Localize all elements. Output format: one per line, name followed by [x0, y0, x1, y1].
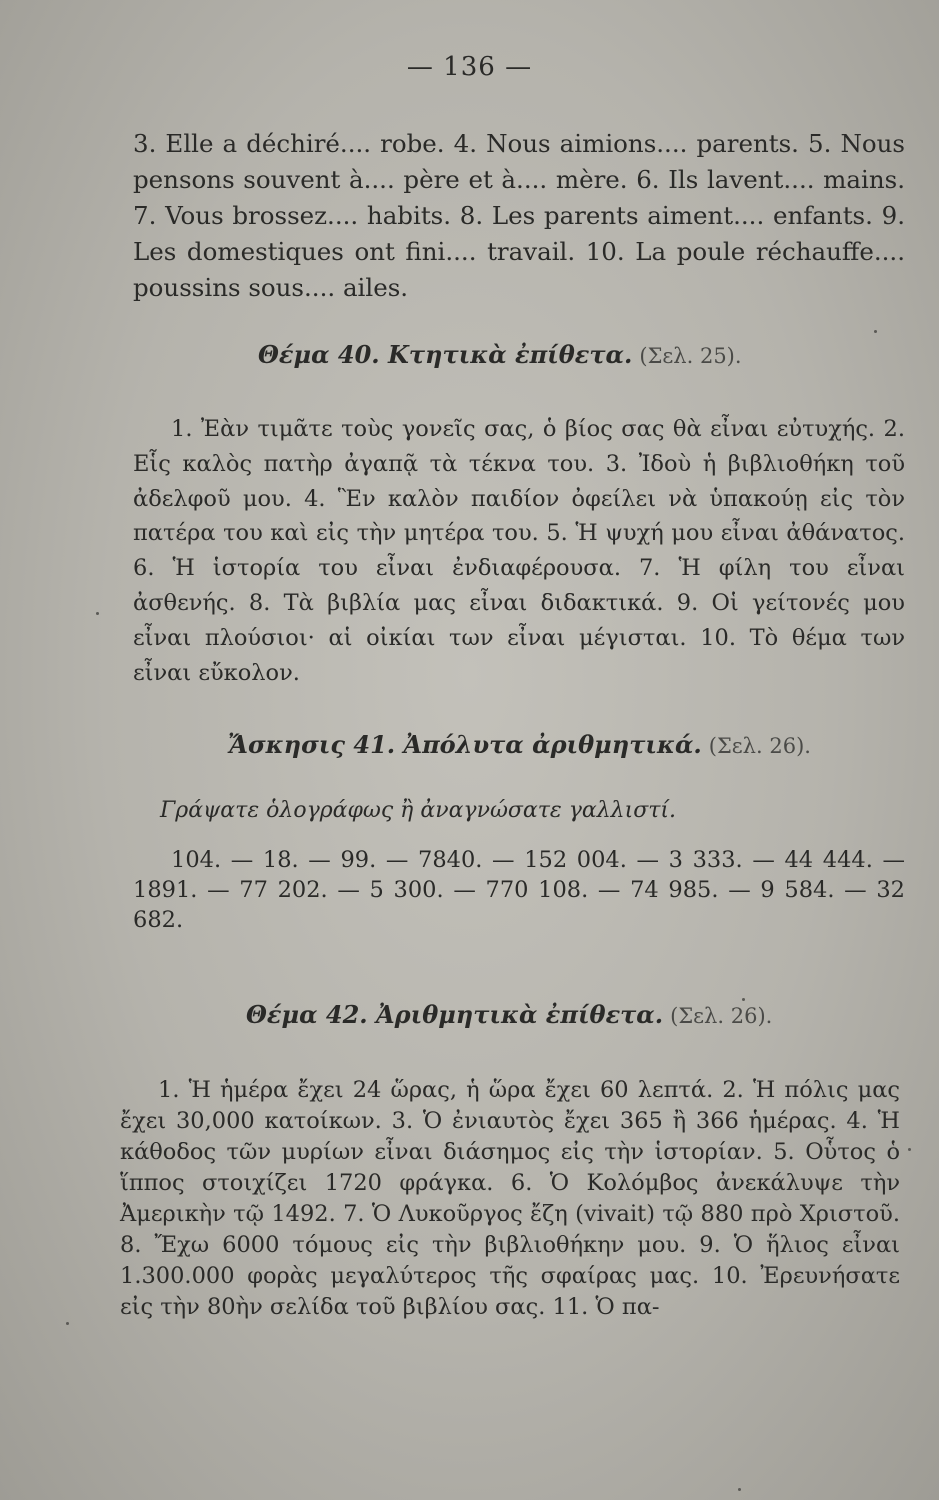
theme-40-sentences: 1. Ἐὰν τιμᾶτε τοὺς γονεῖς σας, ὁ βίος σας θὰ εἶναι εὐτυχής. 2. Εἷς καλὸς πατὴρ ἀγαπᾷ τὰ τέκνα του. 3. Ἰδοὺ ἡ βιβλιοθήκη τοῦ ἀδελφοῦ μου. 4. Ἓν καλὸν παιδίον ὀφείλει νὰ ὑπακούῃ εἰς τὸν πατέρα του καὶ εἰς τὴν μητέρα του. 5. Ἡ ψυχή μου εἶναι ἀθάνατος. 6. Ἡ ἱστορία του εἶναι ἐνδιαφέρουσα. 7. Ἡ φίλη του εἶναι ἀσθενής. 8. Τὰ βιβλία μας εἶναι διδακτικά. 9. Οἱ γείτονές μου εἶναι πλούσιοι· αἱ οἰκίαι των εἶναι μέγισται. 10. Τὸ θέμα των εἶναι εὔκολον. [133, 416, 905, 686]
paper-speck [96, 612, 99, 615]
theme-40-text [133, 412, 905, 690]
theme-40-title: Θέμα 40. Κτητικὰ ἐπίθετα. [258, 340, 633, 369]
exercise-41-title: Ἄσκησις 41. Ἀπόλυτα ἀριθμητικά. [228, 730, 702, 759]
theme-42-text [120, 1075, 900, 1323]
exercise-41-instruction: Γράψατε ὁλογράφως ἢ ἀναγνώσατε γαλλιστί. [160, 798, 677, 823]
exercise-41-heading [228, 730, 811, 759]
paper-speck [742, 998, 745, 1001]
exercise-39-continuation: 3. Elle a déchiré.... robe. 4. Nous aimions.... parents. 5. Nous pensons souvent à.... père et à.... mère. 6. Ils lavent.... mains. 7. Vous brossez.... habits. 8. Les parents aiment.... enfants. 9. Les domestiques ont fini.... travail. 10. La poule réchauffe.... poussins sous.... ailes. [133, 129, 905, 302]
exercise-41-numbers [133, 845, 905, 935]
theme-42-title: Θέμα 42. Ἀριθμητικὰ ἐπίθετα. [246, 1000, 664, 1029]
theme-42-sentences: 1. Ἡ ἡμέρα ἔχει 24 ὥρας, ἡ ὥρα ἔχει 60 λεπτά. 2. Ἡ πόλις μας ἔχει 30,000 κατοίκων. 3. Ὁ ἐνιαυτὸς ἔχει 365 ἢ 366 ἡμέρας. 4. Ἡ κάθοδος τῶν μυρίων εἶναι διάσημος εἰς τὴν ἱστορίαν. 5. Οὗτος ὁ ἵππος στοιχίζει 1720 φράγκα. 6. Ὁ Κολόμβος ἀνεκάλυψε τὴν Ἀμερικὴν τῷ 1492. 7. Ὁ Λυκοῦργος ἔζη (vivait) τῷ 880 πρὸ Χριστοῦ. 8. Ἔχω 6000 τόμους εἰς τὴν βιβλιοθήκην μου. 9. Ὁ ἥλιος εἶναι 1.300.000 φορὰς μεγαλύτερος τῆς σφαίρας μας. 10. Ἐρευνήσατε εἰς τὴν 80ὴν σελίδα τοῦ βιβλίου σας. 11. Ὁ πα- [120, 1077, 900, 1320]
paper-speck [874, 330, 877, 333]
exercise-41-page-ref: (Σελ. 26). [708, 734, 811, 758]
paper-speck [908, 1148, 911, 1151]
page-number: — 136 — [406, 52, 533, 82]
theme-40-page-ref: (Σελ. 25). [639, 344, 742, 368]
theme-42-page-ref: (Σελ. 26). [670, 1004, 773, 1028]
exercise-41-number-list: 104. — 18. — 99. — 7840. — 152 004. — 3 333. — 44 444. — 1891. — 77 202. — 5 300. — 770 108. — 74 985. — 9 584. — 32 682. [133, 847, 905, 933]
theme-40-heading [258, 340, 742, 369]
paper-speck [66, 1322, 69, 1325]
theme-42-heading [246, 1000, 772, 1029]
paper-speck [738, 1488, 741, 1491]
